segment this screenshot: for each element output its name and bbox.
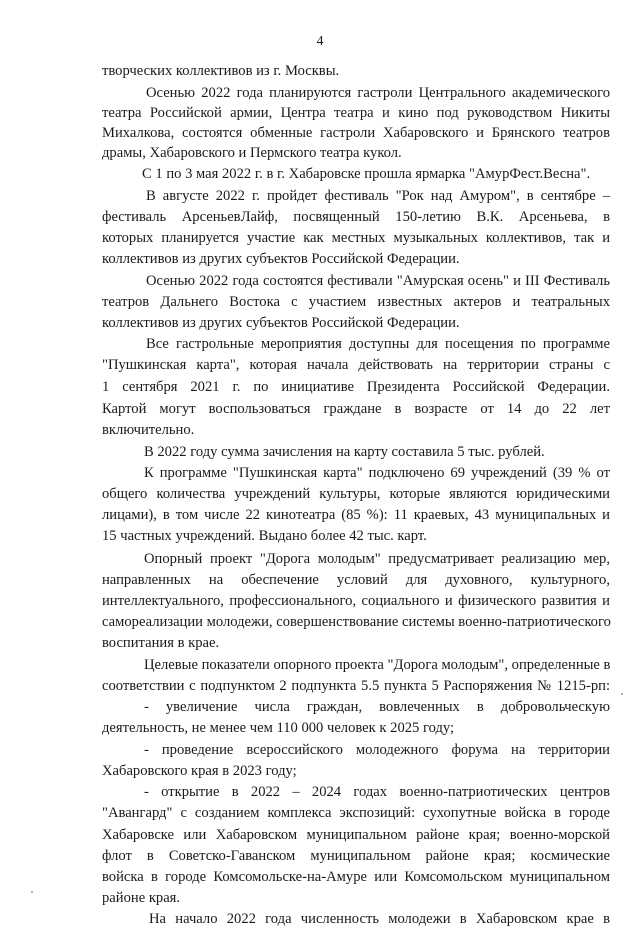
text-line: интеллектуального, профессионального, социального и физического развития и (102, 593, 610, 609)
text-line: районе края. (102, 890, 181, 906)
text-line: Все гастрольные мероприятия доступны для посещения по программе (146, 336, 610, 352)
text-line: воспитания в крае. (102, 635, 220, 651)
text-line: соответствии с подпунктом 2 подпункта 5.5 пункта 5 Распоряжения № 1215-рп: (102, 678, 610, 694)
text-line: фестиваль АрсеньевЛайф, посвященный 150-летию В.К. Арсеньева, в (102, 209, 610, 225)
text-line: общего количества учреждений культуры, которые являются юридическими (102, 486, 610, 502)
text-line: "Авангард" с созданием комплекса экспозиций: сухопутные войска в городе (102, 805, 610, 821)
text-line: - увеличение числа граждан, вовлеченных в добровольческую (144, 699, 610, 715)
text-line: коллективов из других субъектов Российской Федерации. (102, 315, 460, 331)
text-line: направленных на обеспечение условий для духовного, культурного, (102, 572, 610, 588)
text-line: самореализации молодежи, совершенствование системы военно-патриотического (102, 614, 611, 630)
text-line: Картой могут воспользоваться граждане в возрасте от 14 до 22 лет (102, 401, 610, 417)
text-line: драмы, Хабаровского и Пермского театра кукол. (102, 145, 402, 161)
text-line: Хабаровского края в 2023 году; (102, 763, 297, 779)
text-line: Целевые показатели опорного проекта "Дорога молодым", определенные в (144, 657, 611, 673)
text-line: Михалкова, состоятся обменные гастроли Хабаровского и Брянского театров (102, 125, 610, 141)
text-line: театров Дальнего Востока с участием известных актеров и театральных (102, 294, 610, 310)
text-line: С 1 по 3 мая 2022 г. в г. Хабаровске прошла ярмарка "АмурФест.Весна". (142, 166, 591, 182)
text-line: театра Российской армии, Центра театра и кино под руководством Никиты (102, 105, 610, 121)
page-number: 4 (316, 34, 324, 49)
text-line: 15 частных учреждений. Выдано более 42 тыс. карт. (102, 528, 427, 544)
text-line: творческих коллективов из г. Москвы. (102, 63, 340, 79)
text-line: Осенью 2022 года планируются гастроли Центрального академического (146, 85, 610, 101)
text-line: Хабаровске или Хабаровском муниципальном районе края; военно-морской (102, 827, 610, 843)
scan-speck (31, 891, 33, 893)
text-line: включительно. (102, 422, 195, 438)
text-line: коллективов из других субъектов Российской Федерации. (102, 251, 460, 267)
text-line: лицами), в том числе 22 кинотеатра (85 %): 11 краевых, 43 муниципальных и (102, 507, 610, 523)
text-line: В 2022 году сумма зачисления на карту составила 5 тыс. рублей. (144, 444, 545, 460)
text-line: флот в Советско-Гаванском муниципальном районе края; космические (102, 848, 610, 864)
text-line: деятельность, не менее чем 110 000 человек к 2025 году; (102, 720, 455, 736)
text-line: Осенью 2022 года состоятся фестивали "Амурская осень" и III Фестиваль (146, 273, 610, 289)
text-line: - открытие в 2022 – 2024 годах военно-патриотических центров (144, 784, 610, 800)
text-line: "Пушкинская карта", которая начала действовать на территории страны с (102, 357, 610, 373)
text-line: Опорный проект "Дорога молодым" предусматривает реализацию мер, (144, 551, 610, 567)
text-line: К программе "Пушкинская карта" подключено 69 учреждений (39 % от (144, 465, 610, 481)
text-line: которых планируется участие как местных музыкальных коллективов, так и (102, 230, 610, 246)
text-line: войска в городе Комсомольске-на-Амуре или Комсомольском муниципальном (102, 869, 610, 885)
text-line: На начало 2022 года численность молодежи в Хабаровском крае в (149, 911, 610, 927)
scan-speck (621, 693, 623, 695)
text-line: 1 сентября 2021 г. по инициативе Президента Российской Федерации. (102, 379, 610, 395)
text-line: - проведение всероссийского молодежного форума на территории (144, 742, 610, 758)
text-line: В августе 2022 г. пройдет фестиваль "Рок над Амуром", в сентябре – (146, 188, 610, 204)
